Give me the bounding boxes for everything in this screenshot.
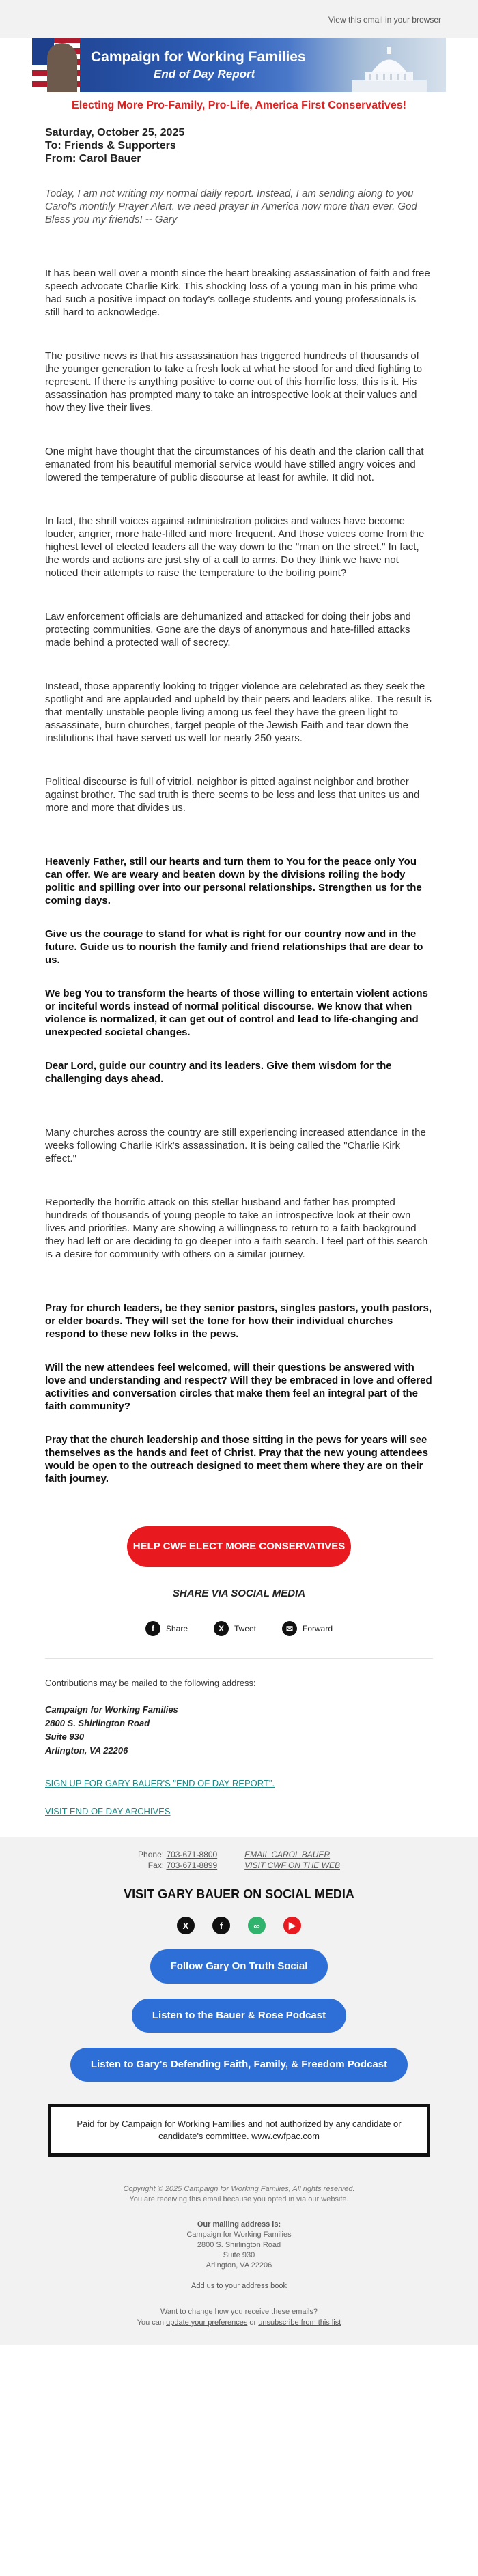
report-to: To: Friends & Supporters bbox=[45, 140, 176, 152]
footer-mailing-address bbox=[0, 2220, 478, 2271]
contact-links bbox=[244, 1849, 340, 1871]
visit-cwf-link[interactable]: VISIT CWF ON THE WEB bbox=[244, 1861, 340, 1870]
intro-note: Today, I am not writing my normal daily report. Instead, I am sending along to you Carol's monthly Prayer Alert. we need prayer in America now more than ever. God Bless you my friends! -- Gary bbox=[45, 188, 417, 225]
share-label: Share bbox=[165, 1624, 188, 1633]
x-social-icon[interactable]: X bbox=[177, 1917, 195, 1934]
address-line: Suite 930 bbox=[45, 1732, 85, 1742]
paragraph: Instead, those apparently looking to trigger violence are celebrated as they seek the spotlight and are applauded and upheld by their peers and leaders alike. The result is that mentally unstable people living among us feel they have the green light to assassinate, burn churches, target people of the Jewish Faith and tear down the institutions that have served us well for nearly 250 years. bbox=[45, 681, 432, 744]
mailing-label: Our mailing address is: bbox=[197, 2220, 281, 2229]
signup-link[interactable]: SIGN UP FOR GARY BAUER'S "END OF DAY REPORT". bbox=[45, 1778, 275, 1788]
footer bbox=[0, 1837, 478, 2345]
contact-info bbox=[0, 1849, 478, 1871]
banner-org-name: Campaign for Working Families bbox=[91, 49, 306, 65]
prayer-paragraph: Give us the courage to stand for what is right for our country now and in the future. Guide us to nourish the family and friend relationships that are dear to us. bbox=[45, 928, 423, 966]
contact-numbers bbox=[138, 1849, 217, 1871]
footer-address-line: Arlington, VA 22206 bbox=[206, 2261, 272, 2270]
gary-bauer-portrait bbox=[47, 43, 77, 92]
facebook-icon: f bbox=[145, 1621, 160, 1636]
tweet-label: Tweet bbox=[234, 1624, 257, 1633]
footer-address-line: Campaign for Working Families bbox=[186, 2231, 292, 2239]
fax-label: Fax: bbox=[147, 1861, 165, 1870]
cta-wrapper bbox=[45, 1526, 433, 1567]
copyright: Copyright © 2025 Campaign for Working Families, All rights reserved. bbox=[123, 2185, 355, 2193]
paragraph: One might have thought that the circumstances of his death and the clarion call that emanated from his beautiful memorial service would have stilled angry voices and lowered the temperature of public discourse at least for awhile. It did not. bbox=[45, 446, 424, 483]
prayer-paragraph: Heavenly Father, still our hearts and turn them to You for the peace only You can offer. We are weary and beaten down by the divisions roiling the body politic and spilling over into our personal relationships. Strengthen us for the coming days. bbox=[45, 856, 422, 906]
preferences-block bbox=[0, 2306, 478, 2328]
facebook-social-icon[interactable]: f bbox=[212, 1917, 230, 1934]
defending-faith-podcast-button[interactable]: Listen to Gary's Defending Faith, Family, & Freedom Podcast bbox=[70, 2048, 408, 2082]
prayer-paragraph: Pray that the church leadership and those sitting in the pews for years will see themselves as the hands and feet of Christ. Pray that the new young attendees would be open to the outreach designed to meet them where they are on their faith journey. bbox=[45, 1434, 428, 1485]
share-tweet-button[interactable] bbox=[214, 1621, 256, 1636]
paid-for-disclaimer: Paid for by Campaign for Working Families and not authorized by any candidate or candidate's committee. www.cwfpac.com bbox=[48, 2104, 430, 2157]
fax-link[interactable]: 703-671-8899 bbox=[166, 1861, 218, 1870]
report-header bbox=[45, 126, 433, 165]
capitol-dome-graphic bbox=[345, 44, 434, 92]
link-social-icon[interactable]: ∞ bbox=[248, 1917, 266, 1934]
update-pre: You can bbox=[137, 2319, 167, 2327]
envelope-icon: ✉ bbox=[282, 1621, 297, 1636]
social-title: VISIT GARY BAUER ON SOCIAL MEDIA bbox=[124, 1887, 354, 1901]
defending-faith-wrapper bbox=[0, 2048, 478, 2082]
paragraph: The positive news is that his assassination has triggered hundreds of thousands of the younger generation to take a fresh look at what he stood for and died fighting to represent. If there is anything positive to come out of this horrific loss, this is it. His assassination has prompted many to take an introspective look at their values and how they live their lives. bbox=[45, 350, 423, 414]
view-in-browser-link[interactable]: View this email in your browser bbox=[328, 15, 441, 25]
email-carol-link[interactable]: EMAIL CAROL BAUER bbox=[244, 1850, 331, 1859]
unsubscribe-link[interactable]: unsubscribe from this list bbox=[258, 2319, 341, 2327]
update-preferences-link[interactable]: update your preferences bbox=[166, 2319, 248, 2327]
paragraph: Many churches across the country are still experiencing increased attendance in the weeks following Charlie Kirk's assassination. It is being called the "Charlie Kirk effect." bbox=[45, 1127, 426, 1164]
address-line: Arlington, VA 22206 bbox=[45, 1745, 128, 1756]
truth-social-wrapper bbox=[0, 1949, 478, 1984]
report-from: From: Carol Bauer bbox=[45, 153, 141, 164]
tagline: Electing More Pro-Family, Pro-Life, America First Conservatives! bbox=[72, 100, 406, 111]
paragraph: It has been well over a month since the heart breaking assassination of faith and free speech advocate Charlie Kirk. This shocking loss of a young man in his prime who had such a positive impact on today's college students and young professionals is still hard to acknowledge. bbox=[45, 268, 430, 318]
change-text: Want to change how you receive these emails? bbox=[160, 2308, 318, 2316]
youtube-social-icon[interactable]: ▶ bbox=[283, 1917, 301, 1934]
paragraph: Reportedly the horrific attack on this stellar husband and father has prompted hundreds of thousands of young people to take an introspective look at their own lives and priorities. Many are showing a willingness to return to a faith background they had left or are deciding to go deeper into a faith search. I feel part of this search is a desire for community with others on a similar journey. bbox=[45, 1197, 428, 1260]
bauer-rose-wrapper bbox=[0, 1999, 478, 2033]
header-banner bbox=[32, 38, 446, 92]
x-icon: X bbox=[214, 1621, 229, 1636]
truth-social-button[interactable]: Follow Gary On Truth Social bbox=[150, 1949, 328, 1984]
address-line: Campaign for Working Families bbox=[45, 1704, 178, 1715]
prayer-paragraph: Will the new attendees feel welcomed, will their questions be answered with love and understanding and respect? Will they be embraced in love and offered activities and conversation circles that make them feel an integral part of the faith community? bbox=[45, 1362, 432, 1412]
bauer-rose-podcast-button[interactable]: Listen to the Bauer & Rose Podcast bbox=[132, 1999, 346, 2033]
or-text: or bbox=[247, 2319, 259, 2327]
banner-report-title: End of Day Report bbox=[154, 68, 255, 81]
report-date: Saturday, October 25, 2025 bbox=[45, 127, 185, 139]
top-bar bbox=[0, 0, 478, 38]
copyright-block bbox=[0, 2184, 478, 2205]
prayer-paragraph: Dear Lord, guide our country and its leaders. Give them wisdom for the challenging days ahead. bbox=[45, 1060, 392, 1085]
divider bbox=[45, 1658, 433, 1659]
help-cwf-button[interactable]: HELP CWF ELECT MORE CONSERVATIVES bbox=[127, 1526, 351, 1567]
contributions-note: Contributions may be mailed to the following address: bbox=[45, 1678, 256, 1688]
paragraph: Political discourse is full of vitriol, neighbor is pitted against neighbor and brother against brother. The sad truth is there seems to be less and less that unites us and more and more that divides us. bbox=[45, 776, 420, 814]
footer-address-line: 2800 S. Shirlington Road bbox=[197, 2241, 281, 2249]
share-buttons bbox=[45, 1621, 433, 1636]
phone-label: Phone: bbox=[138, 1850, 165, 1859]
archives-link[interactable]: VISIT END OF DAY ARCHIVES bbox=[45, 1806, 171, 1816]
share-forward-button[interactable] bbox=[282, 1621, 333, 1636]
add-address-book-link[interactable]: Add us to your address book bbox=[191, 2282, 287, 2290]
prayer-paragraph: We beg You to transform the hearts of those willing to entertain violent actions or inciteful words instead of normal political discourse. We know that when violence is normalized, it can get out of control and lead to life-changing and unexpected societal changes. bbox=[45, 988, 428, 1038]
report-content bbox=[0, 126, 478, 1816]
social-icons bbox=[0, 1917, 478, 1934]
mailing-address bbox=[45, 1703, 433, 1758]
address-line: 2800 S. Shirlington Road bbox=[45, 1718, 150, 1728]
forward-label: Forward bbox=[303, 1624, 333, 1633]
prayer-paragraph: Pray for church leaders, be they senior pastors, singles pastors, youth pastors, or elder boards. They will set the tone for how their individual churches respond to these new folks in the pews. bbox=[45, 1302, 432, 1340]
footer-address-line: Suite 930 bbox=[223, 2251, 255, 2259]
share-title: SHARE VIA SOCIAL MEDIA bbox=[172, 1588, 306, 1599]
paragraph: Law enforcement officials are dehumanized and attacked for doing their jobs and protecting communities. Gone are the days of anonymous and hate-filled attacks made behind a protected wall of secrecy. bbox=[45, 611, 411, 648]
phone-link[interactable]: 703-671-8800 bbox=[166, 1850, 218, 1859]
paragraph: In fact, the shrill voices against administration policies and values have become louder, angrier, more hate-filled and more frequent. And those voices come from the highest level of elected leaders all the way down to the "man on the street." In fact, the words and actions are just shy of a call to arms. Do they think we have not noticed their attempts to raise the temperature to the boiling point? bbox=[45, 515, 425, 579]
share-facebook-button[interactable] bbox=[145, 1621, 188, 1636]
receiving-reason: You are receiving this email because you opted in via our website. bbox=[129, 2195, 349, 2203]
